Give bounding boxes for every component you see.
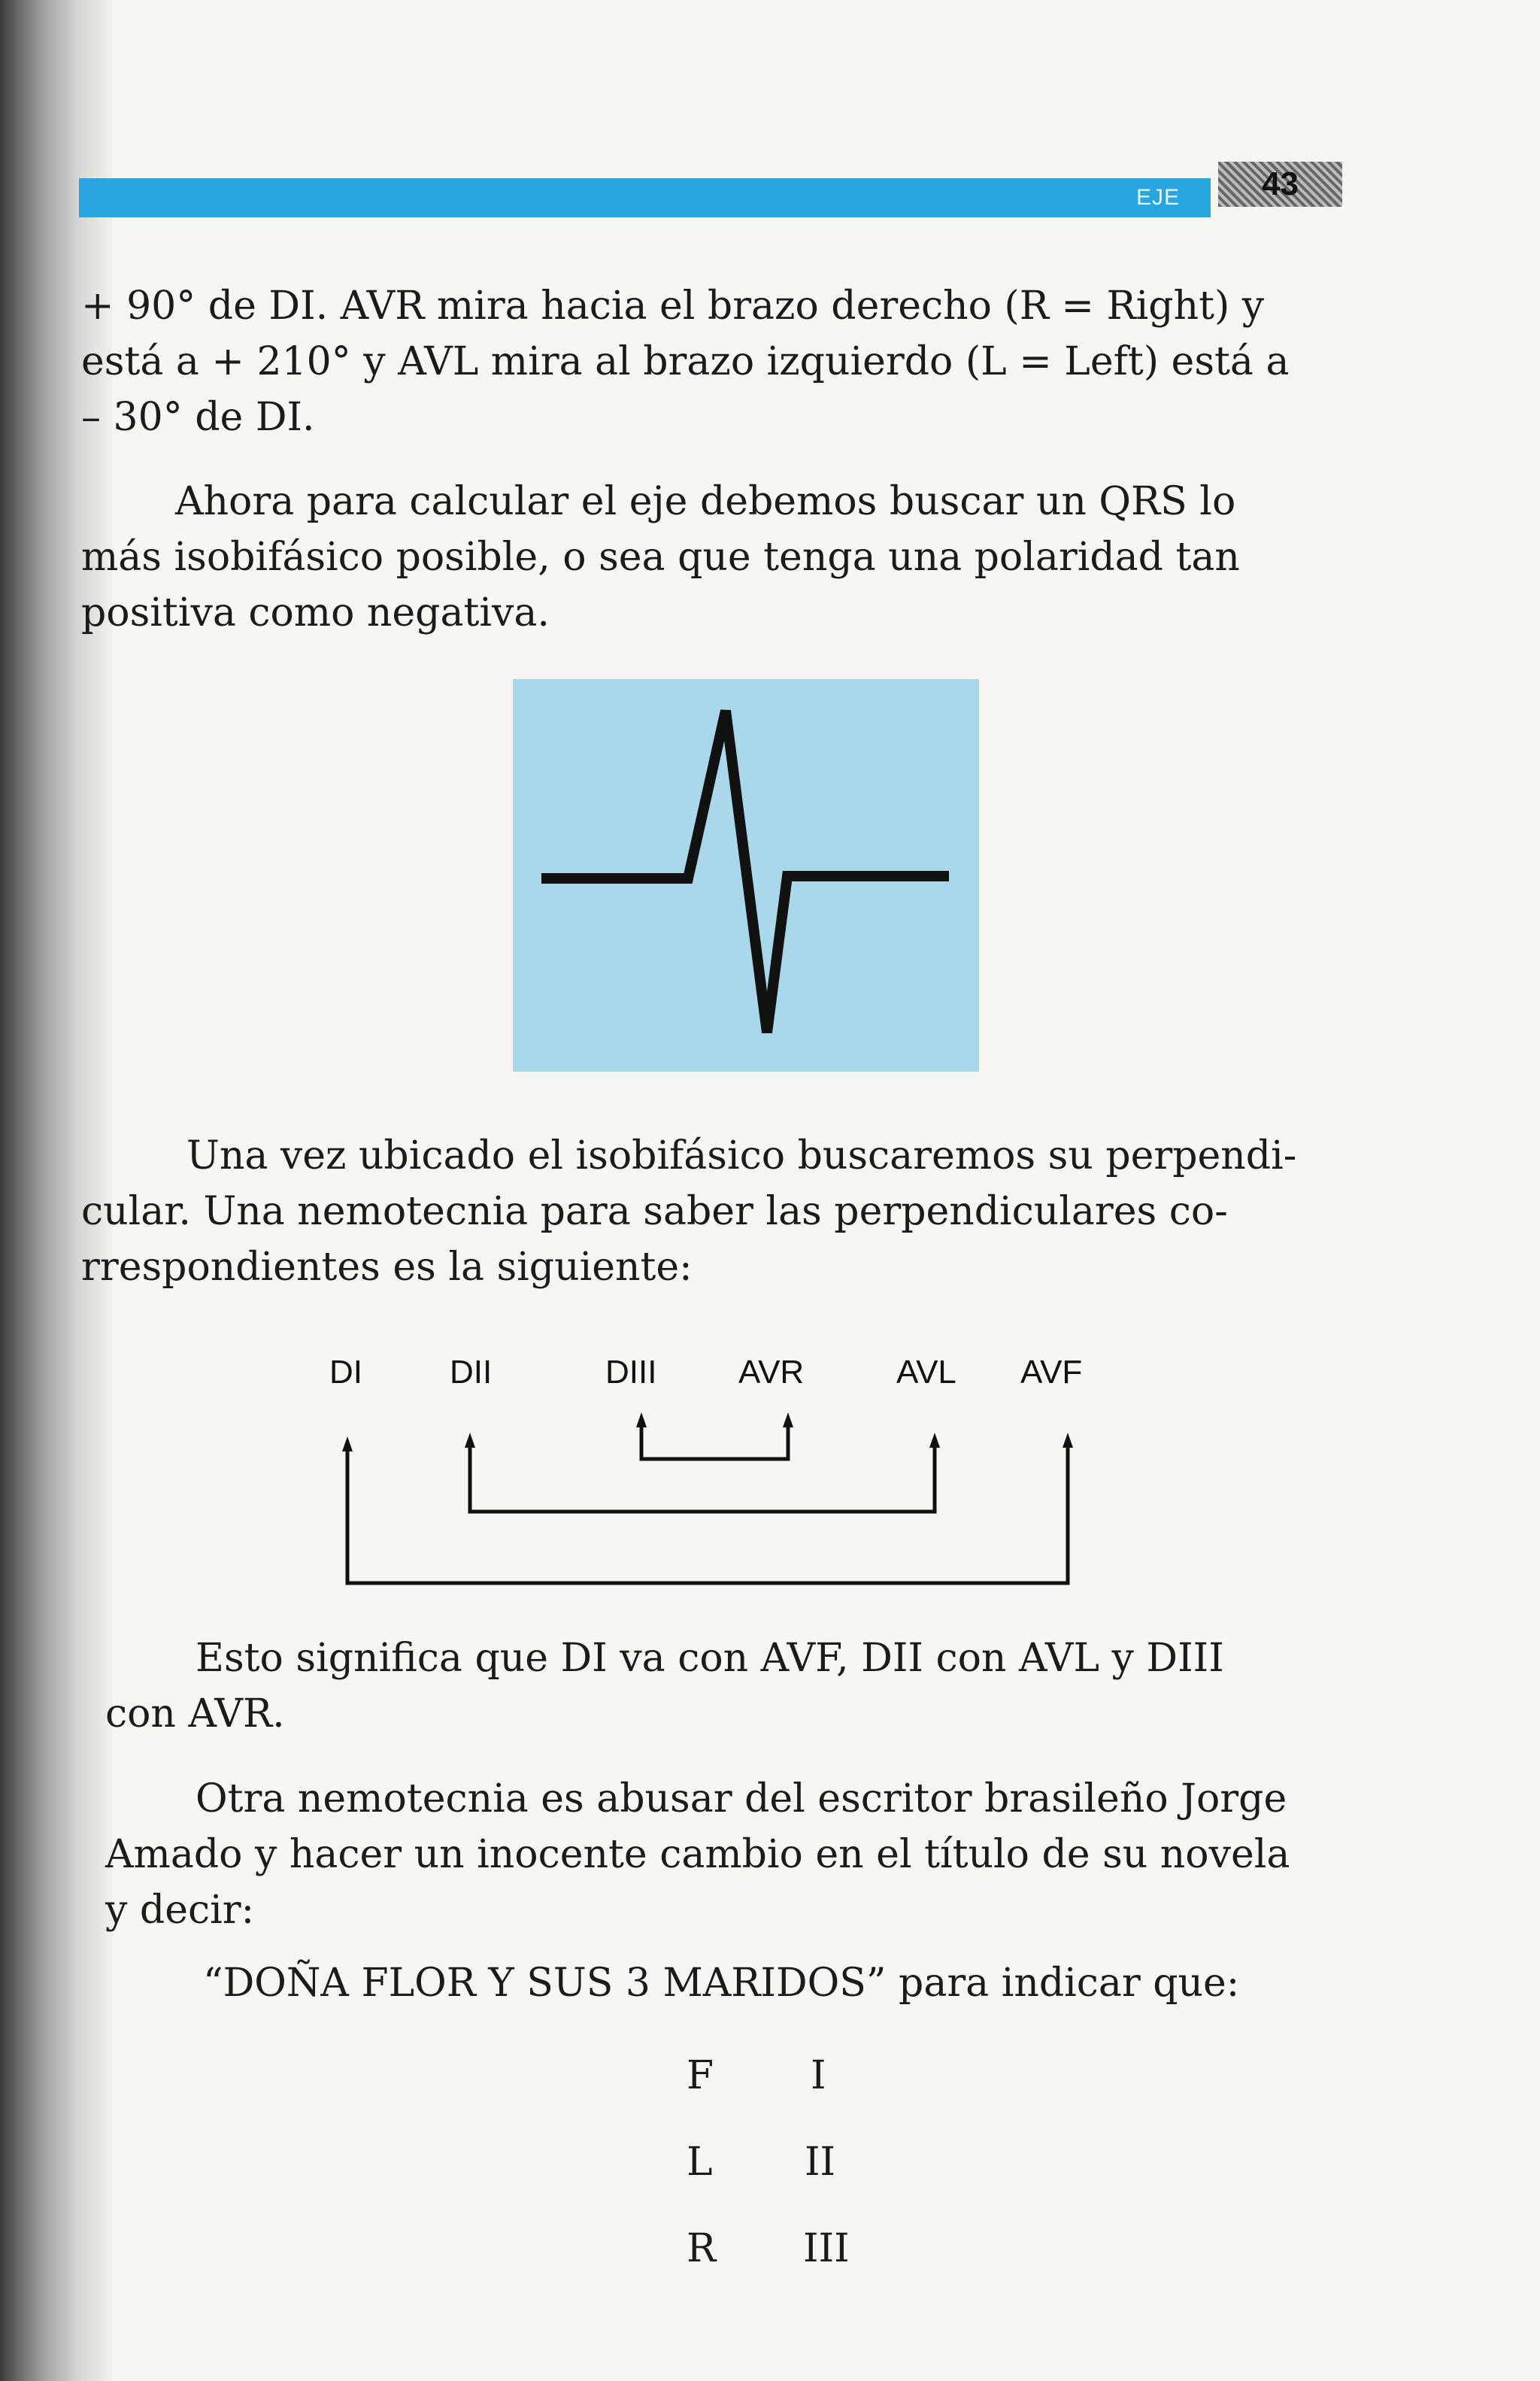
novel-title-line: “DOÑA FLOR Y SUS 3 MARIDOS” para indicar que: [203, 1961, 1240, 2006]
text-line: Esto significa que DI va con AVF, DII con AVL y DIII [196, 1636, 1224, 1681]
page-number: 43 [1218, 162, 1342, 207]
arrow-di-icon [342, 1436, 353, 1451]
text-line: – 30° de DI. [81, 395, 315, 440]
text-line: Amado y hacer un inocente cambio en el título de su novela [105, 1832, 1290, 1877]
lead-label-avr: AVR [738, 1354, 805, 1391]
lead-label-avf: AVF [1020, 1354, 1083, 1391]
arrow-avr-icon [783, 1412, 793, 1427]
bracket-di-avf [347, 1445, 1068, 1583]
arrow-diii-icon [636, 1412, 647, 1427]
header-bar [79, 178, 1211, 217]
qrs-waveform-svg [513, 679, 979, 1072]
text-line: está a + 210° y AVL mira al brazo izquierdo (L = Left) está a [81, 339, 1290, 384]
mapping-right-ii: II [805, 2140, 836, 2185]
arrow-avf-icon [1063, 1433, 1073, 1448]
text-line: más isobifásico posible, o sea que tenga una polaridad tan [81, 535, 1240, 580]
text-line: Ahora para calcular el eje debemos buscar un QRS lo [175, 479, 1236, 524]
mapping-right-iii: III [803, 2226, 850, 2271]
mapping-left-l: L [687, 2140, 713, 2185]
text-line: + 90° de DI. AVR mira hacia el brazo derecho (R = Right) y [81, 284, 1265, 329]
mapping-left-r: R [687, 2226, 717, 2271]
mapping-right-i: I [811, 2053, 826, 2098]
text-line: Otra nemotecnia es abusar del escritor brasileño Jorge [196, 1776, 1287, 1821]
paragraph-pairs-meaning [105, 1630, 1369, 1742]
bracket-diii-avr [641, 1425, 788, 1459]
paragraph-jorge-amado [105, 1771, 1376, 1938]
text-line: Una vez ubicado el isobifásico buscaremos su perpendi- [186, 1133, 1297, 1178]
lead-label-avl: AVL [896, 1354, 956, 1391]
lead-label-di: DI [329, 1354, 362, 1391]
mapping-left-f: F [687, 2053, 714, 2098]
paragraph-axis-angles [81, 278, 1352, 445]
qrs-complex-figure [513, 679, 979, 1072]
lead-label-dii: DII [450, 1354, 493, 1391]
lead-label-diii: DIII [605, 1354, 657, 1391]
paragraph-isobiphasic [81, 474, 1352, 641]
text-line: positiva como negativa. [81, 590, 550, 635]
text-line: cular. Una nemotecnia para saber las perpendiculares co- [81, 1189, 1228, 1234]
section-label: EJE [1135, 185, 1181, 210]
bracket-dii-avl [470, 1445, 935, 1512]
arrow-avl-icon [929, 1433, 940, 1448]
text-line: rrespondientes es la siguiente: [81, 1245, 693, 1290]
text-line: y decir: [105, 1888, 255, 1933]
arrow-dii-icon [465, 1433, 475, 1448]
paragraph-perpendicular [81, 1128, 1352, 1295]
text-line: con AVR. [105, 1691, 285, 1736]
